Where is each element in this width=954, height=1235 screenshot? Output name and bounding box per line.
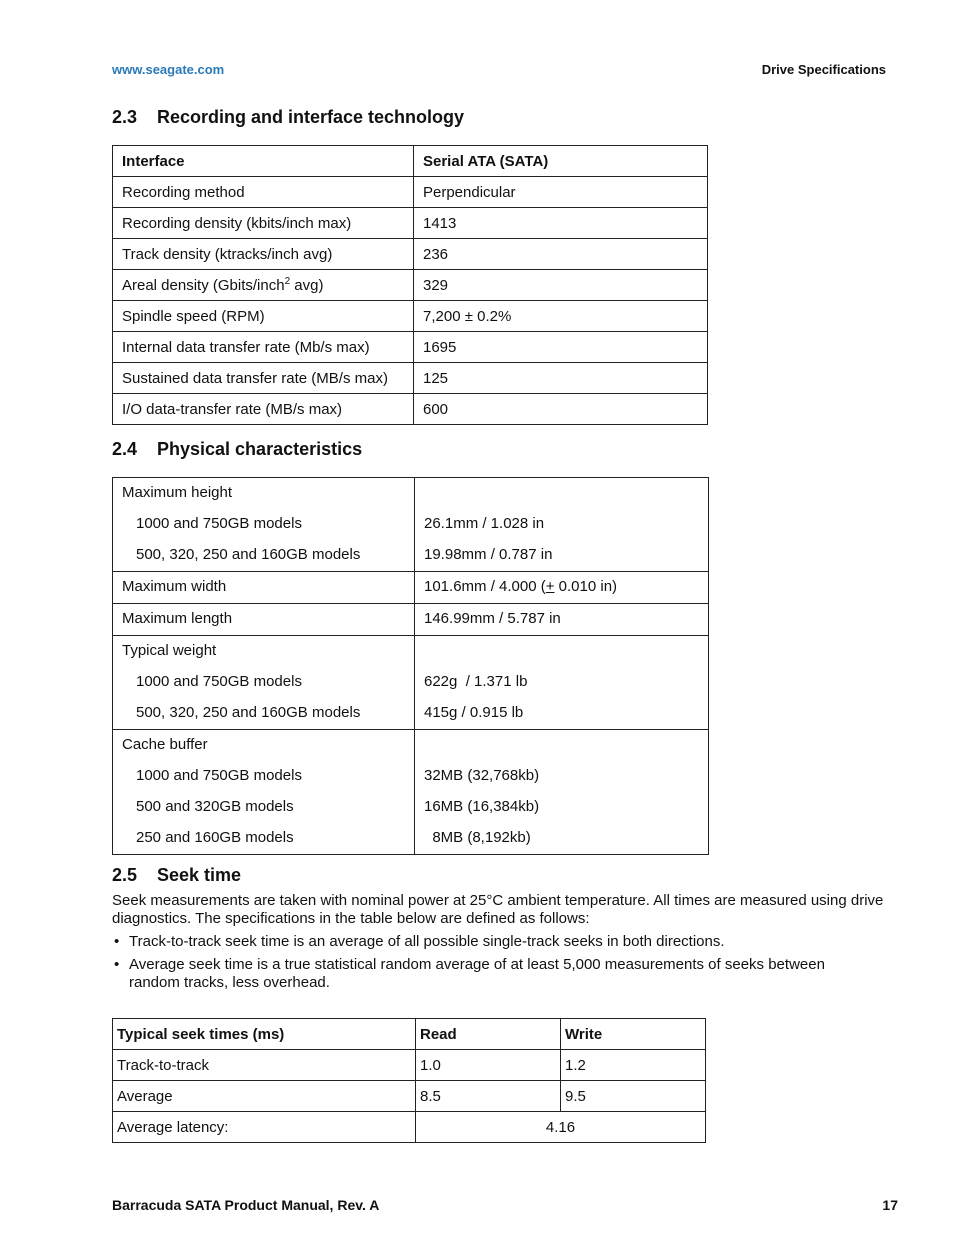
seek-intro-paragraph: Seek measurements are taken with nominal power at 25°C ambient temperature. All times are measured using drive diagnostics. The specifications in the table below are defined as follows:: [112, 892, 884, 927]
table-row: [113, 177, 708, 208]
table-cell: 7,200 ± 0.2%: [414, 301, 708, 332]
table-cell: Interface: [113, 146, 414, 177]
table-cell: [113, 604, 415, 636]
table-cell: [113, 478, 415, 572]
table-cell: 329: [414, 270, 708, 301]
table-cell: 1695: [414, 332, 708, 363]
table-cell: [113, 270, 414, 301]
table-cell: [415, 572, 709, 604]
cell-text: Areal density (Gbits/inch: [122, 277, 285, 294]
table-row: [113, 394, 708, 425]
table-cell: 1.0: [416, 1050, 561, 1081]
table-cell: Recording density (kbits/inch max): [113, 208, 414, 239]
table-row: [113, 1050, 706, 1081]
row-label: Maximum length: [122, 610, 233, 627]
table-cell: Average latency:: [113, 1112, 416, 1143]
table-cell: Average: [113, 1081, 416, 1112]
page-number: 17: [882, 1197, 898, 1213]
table-cell: 125: [414, 363, 708, 394]
table-row: [113, 270, 708, 301]
spacer: [424, 483, 699, 514]
list-item-text: Track-to-track seek time is an average of all possible single-track seeks in both directions.: [129, 933, 725, 950]
table-cell: [113, 636, 415, 730]
table-row: [113, 730, 709, 855]
table-cell: Typical seek times (ms): [113, 1019, 416, 1050]
table-cell: Track-to-track: [113, 1050, 416, 1081]
footer-title: Barracuda SATA Product Manual, Rev. A: [112, 1197, 380, 1213]
section-heading-2-5: [112, 865, 241, 886]
model-label: 250 and 160GB models: [136, 829, 294, 846]
table-cell: 8.5: [416, 1081, 561, 1112]
section-title: Physical characteristics: [157, 439, 363, 459]
model-label: 1000 and 750GB models: [136, 767, 302, 784]
running-header: Drive Specifications: [761, 62, 886, 77]
table-header-row: [113, 146, 708, 177]
table-row: [113, 572, 709, 604]
table-cell: Spindle speed (RPM): [113, 301, 414, 332]
site-link[interactable]: www.seagate.com: [112, 62, 225, 77]
model-label: 500, 320, 250 and 160GB models: [136, 546, 361, 563]
section-heading-2-4: [112, 439, 362, 460]
table-cell: 4.16: [416, 1112, 706, 1143]
section-heading-2-3: [112, 107, 464, 128]
row-label: Maximum height: [122, 484, 233, 501]
table-row: [113, 208, 708, 239]
table-cell: Recording method: [113, 177, 414, 208]
section-number: 2.5: [112, 865, 138, 885]
table-cell: 9.5: [561, 1081, 706, 1112]
row-label: Maximum width: [122, 578, 227, 595]
value: 16MB (16,384kb): [424, 798, 540, 815]
table-row: [113, 604, 709, 636]
table-cell: 1.2: [561, 1050, 706, 1081]
table-cell: [415, 604, 709, 636]
table-cell: [113, 572, 415, 604]
superscript: 2: [284, 276, 291, 287]
list-item: [112, 956, 872, 992]
table-cell: 600: [414, 394, 708, 425]
table-cell: Track density (ktracks/inch avg): [113, 239, 414, 270]
table-cell: [415, 478, 709, 572]
table-row: [113, 1112, 706, 1143]
table-row: [113, 301, 708, 332]
table-row: [113, 1081, 706, 1112]
physical-characteristics-table: [112, 477, 709, 855]
value: 32MB (32,768kb): [424, 767, 540, 784]
model-label: 1000 and 750GB models: [136, 515, 302, 532]
value: 8MB (8,192kb): [424, 829, 531, 846]
value: 622g / 1.371 lb: [424, 673, 528, 690]
table-cell: [415, 730, 709, 855]
model-label: 500 and 320GB models: [136, 798, 294, 815]
row-label: Cache buffer: [122, 736, 208, 753]
value-text: 0.010 in): [554, 578, 618, 595]
table-cell: Serial ATA (SATA): [414, 146, 708, 177]
table-cell: [415, 636, 709, 730]
spacer: [424, 735, 699, 766]
value: 19.98mm / 0.787 in: [424, 546, 553, 563]
table-cell: Perpendicular: [414, 177, 708, 208]
value: 26.1mm / 1.028 in: [424, 515, 545, 532]
table-cell: Write: [561, 1019, 706, 1050]
table-row: [113, 478, 709, 572]
model-label: 500, 320, 250 and 160GB models: [136, 704, 361, 721]
table-row: [113, 239, 708, 270]
table-header-row: [113, 1019, 706, 1050]
section-title: Seek time: [157, 865, 242, 885]
value: 146.99mm / 5.787 in: [424, 610, 561, 627]
table-cell: Internal data transfer rate (Mb/s max): [113, 332, 414, 363]
value-text: 101.6mm / 4.000 (: [424, 578, 546, 595]
plus-minus: +: [545, 578, 555, 595]
recording-interface-table: [112, 145, 708, 425]
table-cell: Read: [416, 1019, 561, 1050]
bullet-icon: •: [114, 956, 120, 973]
value: 415g / 0.915 lb: [424, 704, 524, 721]
section-number: 2.3: [112, 107, 138, 127]
list-item-text: Average seek time is a true statistical random average of at least 5,000 measurements of seeks between random tracks, less overhead.: [129, 956, 825, 991]
table-cell: [113, 730, 415, 855]
table-row: [113, 636, 709, 730]
cell-text: avg): [290, 277, 324, 294]
list-item: [112, 933, 872, 951]
table-cell: I/O data-transfer rate (MB/s max): [113, 394, 414, 425]
section-number: 2.4: [112, 439, 138, 459]
bullet-icon: •: [114, 933, 120, 950]
spacer: [424, 641, 699, 672]
section-title: Recording and interface technology: [157, 107, 465, 127]
seek-times-table: [112, 1018, 706, 1143]
value: [424, 577, 699, 597]
table-row: [113, 332, 708, 363]
table-cell: 236: [414, 239, 708, 270]
model-label: 1000 and 750GB models: [136, 673, 302, 690]
table-cell: 1413: [414, 208, 708, 239]
table-row: [113, 363, 708, 394]
row-label: Typical weight: [122, 642, 217, 659]
table-cell: Sustained data transfer rate (MB/s max): [113, 363, 414, 394]
